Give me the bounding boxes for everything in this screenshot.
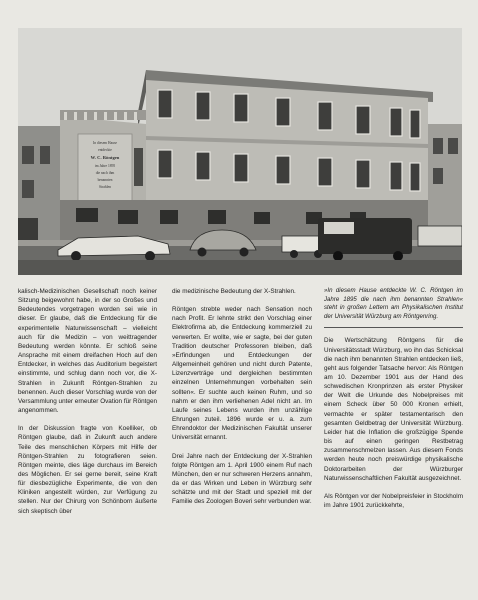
- svg-text:In diesem Hause: In diesem Hause: [93, 141, 117, 145]
- paragraph: Als Röntgen vor der Nobelpreisfeier in Stockholm im Jahre 1901 zurückkehrte,: [324, 492, 463, 510]
- text-column-middle: [172, 287, 312, 515]
- paragraph: Drei Jahre nach der Entdeckung der X-Strahlen folgte Röntgen am 1. April 1900 einem Ruf nach München, den er nur schweren Herzens annahm, da er das Wirken und Leben in Würzburg sehr schätzte und mit der Stadt und speziell mit der Familie des Zoologen Boveri sehr verbunden war.: [172, 452, 312, 506]
- text-column-left: [18, 287, 157, 525]
- photo-svg: [18, 28, 462, 275]
- svg-text:im Jahre 1895: im Jahre 1895: [94, 164, 116, 168]
- svg-text:die nach ihm: die nach ihm: [95, 171, 115, 175]
- svg-text:Strahlen: Strahlen: [99, 185, 111, 189]
- paragraph: In der Diskussion fragte von Koelliker, ob Röntgen glaube, daß in Zukunft auch andere Teile des menschlichen Körpers mit Hilfe der Röntgen-Strahlen zu fotografieren seien. Röntgen meinte, dies läge durchaus im Bereich des Möglichen. Er sei gerne bereit, seine Kraft für diesbezügliche Experimente, die von den Kliniken angestellt würden, zur Verfügung zu stellen. Nur der Chirurg von Schönborn äußerte sich skeptisch über: [18, 425, 157, 515]
- paragraph: Röntgen strebte weder nach Sensation noch nach Profit. Er lehnte strikt den Vorschlag einer Elektrofirma ab, die Entdeckung kommerziell zu verwerten. Er wollte, wie er sagte, bei der guten Tradition deutscher Professoren bleiben, daß »Erfindungen und Entdeckungen der Allgemeinheit gehören und nicht durch Patente, Lizenzverträge und dergleichen bestimmten einzelnen Unternehmungen vorbehalten sein sollten«. Er suchte auch keinen Ruhm, und so nahm er den ihm verliehenen Adel nicht an. Im Laufe seines Lebens wurden ihm unzählige Ehrungen zuteil. 1896 wurde er u. a. zum Ehrendoktor der Medizinischen Fakultät unserer Universität ernannt.: [172, 306, 312, 442]
- svg-text:W. C. Röntgen: W. C. Röntgen: [90, 155, 120, 160]
- paragraph: kalisch-Medizinischen Gesellschaft noch keiner Sitzung beigewohnt habe, in der so Großes und Bedeutendes vorgetragen worden sei wie in dieser. Er glaube, daß die Entdeckung für die experimentelle Naturwissenschaft – vielleicht auch für die Medizin – von weittragender Bedeutung werden könnte. Er schloß seine Ansprache mit einem dreifachen Hoch auf den Entdecker, in welches das Auditorium begeistert einstimmte, und schlug dann noch vor, die X-Strahlen in Zukunft Röntgen-Strahlen zu benennen. Auch dieser Vorschlag wurde von der Versammlung unter erneuter Ovation für Röntgen angenommen.: [18, 288, 157, 415]
- paragraph: Die Wertschätzung Röntgens für die Universitätsstadt Würzburg, wo ihn das Schicksal die nach ihm benannten Strahlen entdecken ließ, geht aus folgender Tatsache hervor: Als Röntgen am 10. Dezember 1901 aus der Hand des schwedischen Kronprinzen als erster Physiker der Welt die Urkunde des Nobelpreises mit einem Scheck über 50 000 Kronen erhielt, vermachte er später testamentarisch den gesamten Geldbetrag der Universität Würzburg. Leider hat die Inflation die großzügige Spende bis auf einen geringen Restbetrag zusammenschmelzen lassen. Aus diesem Fonds werden heute noch preiswürdige physikalische Doktorarbeiten der Würzburger Naturwissenschaftlichen Fakultät ausgezeichnet.: [324, 337, 463, 482]
- paragraph: die medizinische Bedeutung der X-Strahlen.: [172, 288, 296, 295]
- svg-text:entdeckte: entdeckte: [98, 148, 112, 152]
- text-column-right: [324, 287, 463, 519]
- caption-divider: [324, 327, 463, 328]
- svg-text:benannten: benannten: [97, 178, 113, 182]
- institute-building-photo: [18, 28, 462, 275]
- photo-caption: »In diesem Hause entdeckte W. C. Röntgen im Jahre 1895 die nach ihm benannten Strahlen« steht in großen Lettern am Physikalischen Institut der Universität Würzburg am Röntgenring.: [324, 287, 463, 320]
